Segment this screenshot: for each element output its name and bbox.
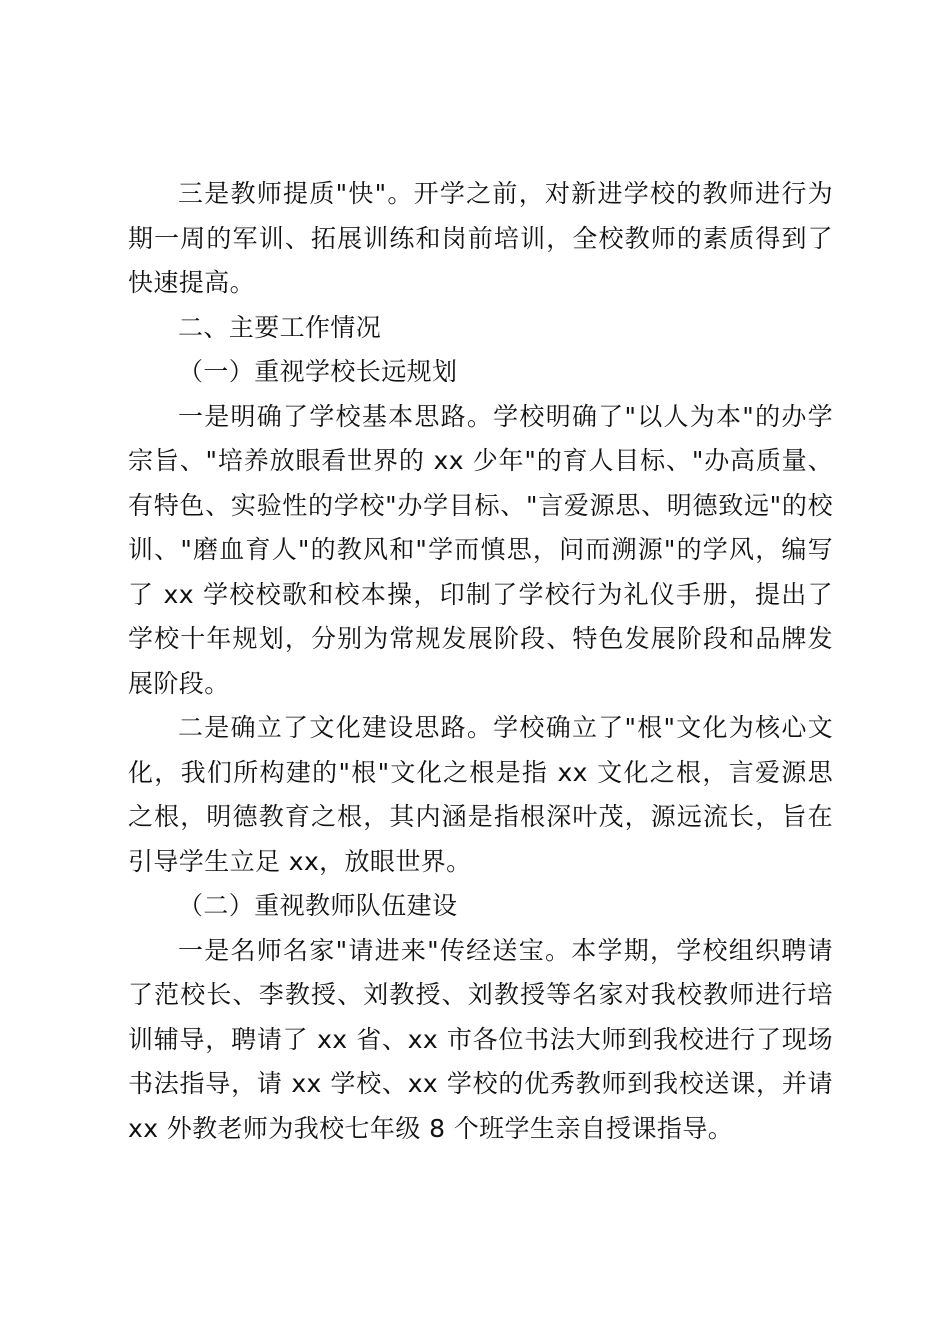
subsection-heading-long-term-planning: （一）重视学校长远规划 — [178, 357, 458, 386]
paragraph-teacher-quality: 三是教师提质"快"。开学之前，对新进学校的教师进行为期一周的军训、拓展训练和岗前培训，全校教师的素质得到了快速提高。 — [128, 179, 833, 297]
section-heading-main-work: 二、主要工作情况 — [178, 312, 382, 342]
paragraph-school-philosophy: 一是明确了学校基本思路。学校明确了"以人为本"的办学宗旨、"培养放眼看世界的 xx 少年"的育人目标、"办高质量、有特色、实验性的学校"办学目标、"言爱源思、明德致远"的校训、"磨血育人"的教风和"学而慎思，问而溯源"的学风，编写了 xx 学校校歌和校本操，印制了学校行为礼仪手册，提出了学校十年规划，分别为常规发展阶段、特色发展阶段和品牌发展阶段。 — [128, 401, 833, 698]
paragraph-culture-building: 二是确立了文化建设思路。学校确立了"根"文化为核心文化，我们所构建的"根"文化之根是指 xx 文化之根，言爱源思之根，明德教育之根，其内涵是指根深叶茂，源远流长，旨在引导学生立足 xx，放眼世界。 — [128, 713, 833, 876]
subsection-heading-teacher-team: （二）重视教师队伍建设 — [178, 891, 458, 920]
document-page — [128, 172, 833, 1151]
paragraph-invited-experts: 一是名师名家"请进来"传经送宝。本学期，学校组织聘请了范校长、李教授、刘教授、刘教授等名家对我校教师进行培训辅导，聘请了 xx 省、xx 市各位书法大师到我校进行了现场书法指导，请 xx 学校、xx 学校的优秀教师到我校送课，并请 xx 外教老师为我校七年级 8 个班学生亲自授课指导。 — [128, 935, 833, 1143]
